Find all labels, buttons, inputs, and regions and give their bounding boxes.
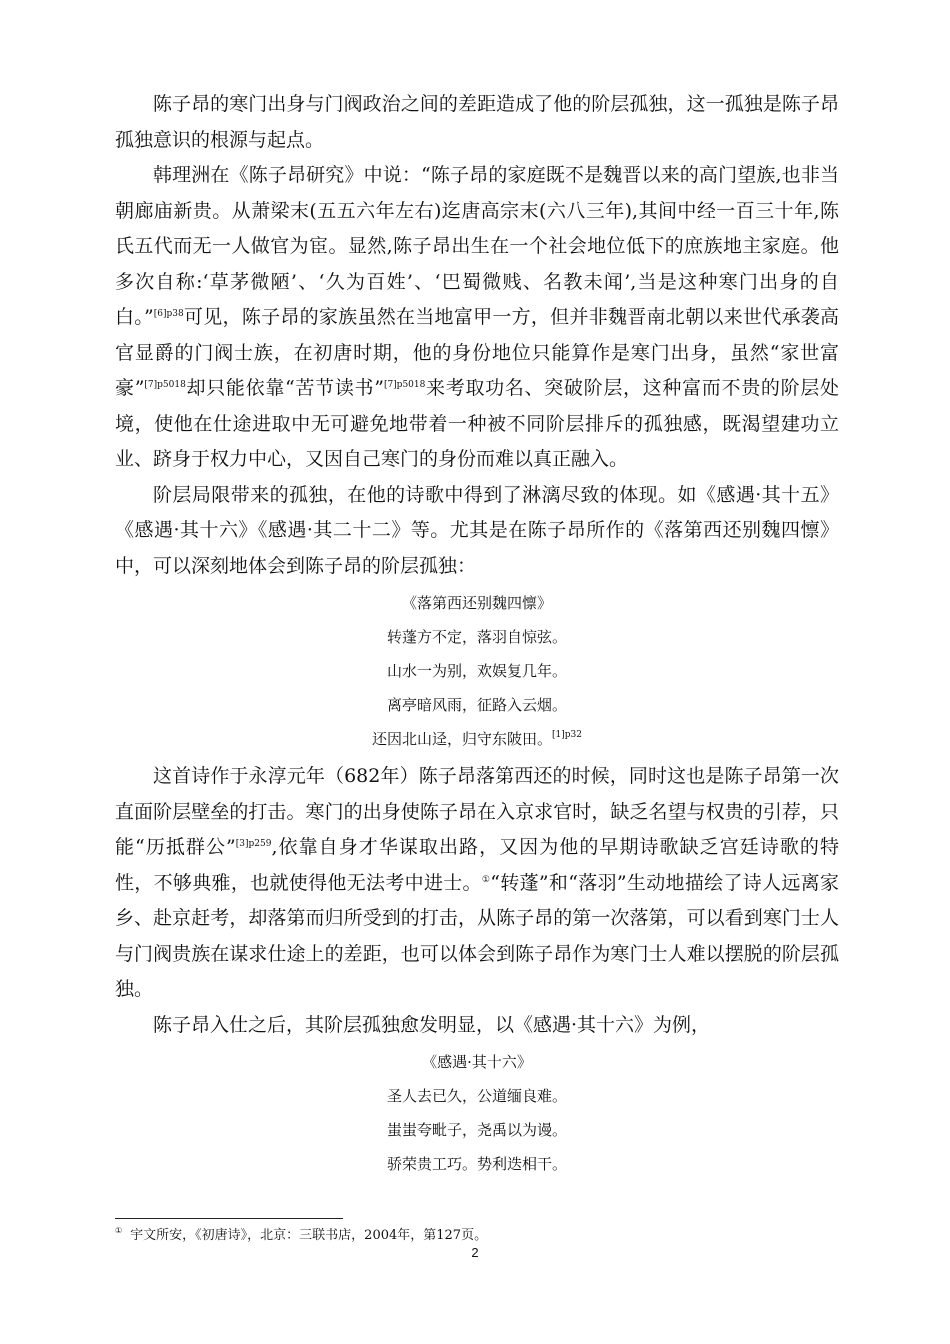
poem-line: 骄荣贵工巧。势利迭相干。 — [386, 1155, 567, 1173]
poem-line: 转蓬方不定，落羽自惊弦。 — [386, 628, 567, 646]
footnote — [115, 1227, 835, 1245]
citation-superscript: [7]p5018 — [144, 379, 186, 390]
paragraph-4 — [115, 759, 839, 1008]
paragraph-3 — [115, 478, 839, 585]
paragraph-text: 陈子昂的寒门出身与门阀政治之间的差距造成了他的阶层孤独，这一孤独是陈子昂孤独意识的根源与起点。 — [115, 93, 839, 151]
poem-block-2 — [115, 1045, 839, 1181]
paragraph-text: 韩理洲在《陈子昂研究》中说：“陈子昂的家庭既不是魏晋以来的高门望族,也非当朝廊庙新贵。从萧梁末(五五六年左右)迄唐高宗末(六八三年),其间中经一百三十年,陈氏五代而无一人做官为宦。显然,陈子昂出生在一个社会地位低下的庶族地主家庭。他多次自称:‘草茅微陋’、‘久为百姓’、‘巴蜀微贱、名教未闻’,当是这种寒门出身的自白。” — [115, 164, 839, 328]
poem-line-last — [115, 722, 839, 756]
poem-line-text: 还因北山迳，归守东陂田。 — [372, 730, 553, 748]
paragraph-text: 可见，陈子昂的家族虽然在当地富甲一方，但并非魏晋南北朝以来世代承袭高官显爵的门阀士族，在初唐时期，他的身份地位只能算作是寒门出身，虽然“家世富豪” — [115, 306, 839, 399]
paragraph-2 — [115, 158, 839, 478]
poem-block-1 — [115, 586, 839, 756]
poem-line: 山水一为别，欢娱复几年。 — [386, 662, 567, 680]
paragraph-text: “转蓬”和“落羽”生动地描绘了诗人远离家乡、赴京赶考，却落第而归所受到的打击，从陈子昂的第一次落第，可以看到寒门士人与门阀贵族在谋求仕途上的差距，也可以体会到陈子昂作为寒门士人难以摆脱的阶层孤独。 — [115, 871, 839, 1000]
paragraph-5 — [115, 1008, 839, 1044]
body-text — [115, 87, 839, 1184]
footnote-marker: ① — [115, 1225, 123, 1235]
paragraph-text: 来考取功名、突破阶层，这种富而不贵的阶层处境，使他在仕途进取中无可避免地带着一种被不同阶层排斥的孤独感，既渴望建功立业、跻身于权力中心，又因自己寒门的身份而难以真正融入。 — [115, 377, 839, 470]
poem-title: 《落第西还别魏四懔》 — [401, 594, 552, 612]
footnote-separator — [115, 1218, 343, 1219]
paragraph-text: 阶层局限带来的孤独，在他的诗歌中得到了淋漓尽致的体现。如《感遇·其十五》《感遇·其十六》《感遇·其二十二》等。尤其是在陈子昂所作的《落第西还别魏四懔》中，可以深刻地体会到陈子昂的阶层孤独： — [115, 483, 839, 577]
footnote-marker: ① — [481, 874, 491, 885]
citation-superscript: [3]p259 — [235, 838, 272, 849]
poem-line: 蚩蚩夸毗子，尧禹以为谩。 — [386, 1121, 567, 1139]
paragraph-text: 却只能依靠“苦节读书” — [185, 377, 384, 399]
paragraph-1 — [115, 87, 839, 158]
poem-line: 圣人去已久，公道缅良难。 — [386, 1087, 567, 1105]
paragraph-text: 这首诗作于永淳元年（682年）陈子昂落第西还的时候，同时这也是陈子昂第一次直面阶层壁垒的打击。寒门的出身使陈子昂在入京求官时，缺乏名望与权贵的引荐，只能“历抵群公” — [115, 765, 839, 858]
page-number: 2 — [471, 1245, 479, 1260]
poem-line: 离亭暗风雨，征路入云烟。 — [386, 696, 567, 714]
citation-superscript: [1]p32 — [552, 729, 582, 740]
poem-title: 《感遇·其十六》 — [422, 1053, 532, 1071]
citation-superscript: [7]p5018 — [383, 379, 426, 390]
footnote-text: 宇文所安，《初唐诗》，北京：三联书店，2004年，第127页。 — [130, 1228, 488, 1243]
paragraph-text: 陈子昂入仕之后，其阶层孤独愈发明显，以《感遇·其十六》为例， — [153, 1013, 711, 1036]
paragraph-text: ,依靠自身才华谋取出路，又因为他的早期诗歌缺乏宫廷诗歌的特性，不够典雅，也就使得他无法考中进士。 — [115, 836, 839, 894]
citation-superscript: [6]p38 — [153, 308, 184, 319]
